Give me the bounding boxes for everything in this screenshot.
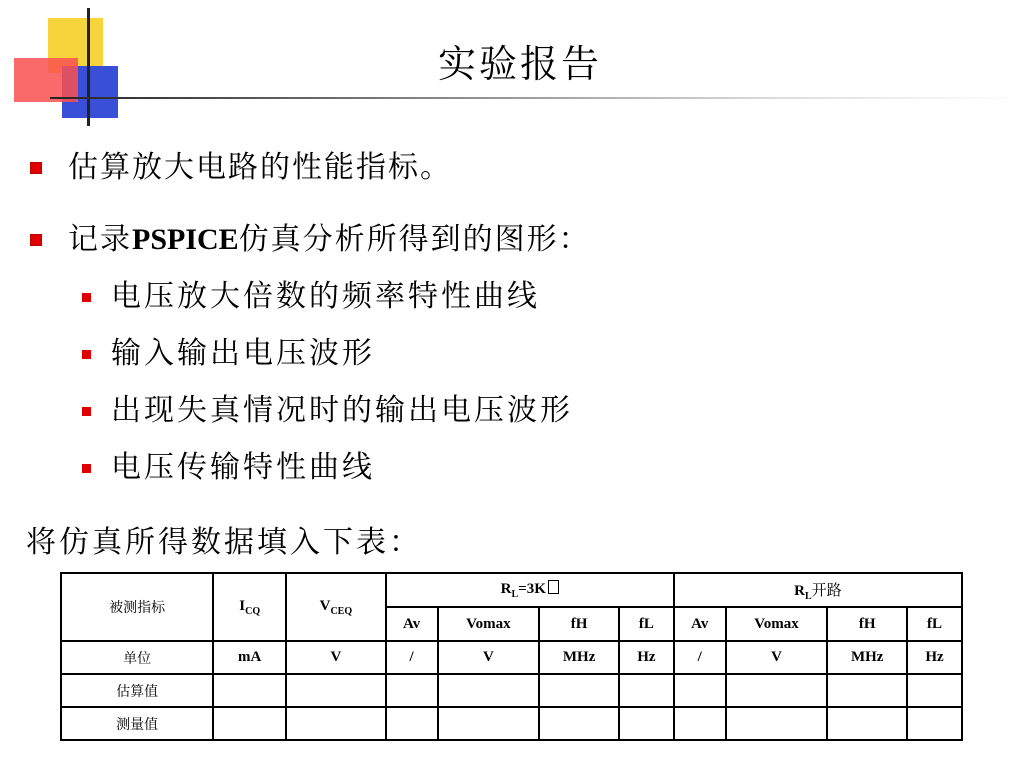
table-cell: mA xyxy=(213,641,286,674)
table-cell: MHz xyxy=(539,641,619,674)
bullet-text-pspice: PSPICE xyxy=(132,223,239,256)
sub-bullet-text: 电压传输特性曲线 xyxy=(111,450,375,485)
bullet-square-icon xyxy=(30,234,42,246)
header-rl-3k: $R_L=3K$ xyxy=(386,573,674,607)
bullet-square-icon xyxy=(82,350,91,359)
table-cell-empty[interactable] xyxy=(286,674,386,707)
sub-bullet-item xyxy=(82,391,573,431)
table-cell-empty[interactable] xyxy=(438,707,540,740)
logo-vertical-line xyxy=(87,8,90,126)
table-cell: V xyxy=(286,641,386,674)
data-table xyxy=(60,572,963,741)
subheader-cell: fH xyxy=(827,607,907,641)
slide-title: 实验报告 xyxy=(437,42,602,86)
table-cell: Hz xyxy=(619,641,674,674)
header-icq: $I_{CQ}$ xyxy=(213,573,286,641)
header-rule xyxy=(50,97,1024,99)
table-cell-empty[interactable] xyxy=(726,707,828,740)
table-cell: / xyxy=(674,641,726,674)
row-label: 单位 xyxy=(61,641,213,674)
slide-logo xyxy=(0,0,150,130)
table-row xyxy=(61,641,962,674)
table-cell: MHz xyxy=(827,641,907,674)
table-cell-empty[interactable] xyxy=(213,707,286,740)
header-vceq: $V_{CEQ}$ xyxy=(286,573,386,641)
table-header-row xyxy=(61,573,962,607)
table-cell: V xyxy=(438,641,540,674)
bullet-square-icon xyxy=(82,464,91,473)
table-cell-empty[interactable] xyxy=(619,707,674,740)
row-label: 估算值 xyxy=(61,674,213,707)
bullet-text: 估算放大电路的性能指标。 xyxy=(68,150,452,185)
table-cell-empty[interactable] xyxy=(827,707,907,740)
table-cell-empty[interactable] xyxy=(438,674,540,707)
table-row xyxy=(61,707,962,740)
bullet-square-icon xyxy=(30,162,42,174)
bullet-square-icon xyxy=(82,293,91,302)
table-cell-empty[interactable] xyxy=(386,707,438,740)
table-cell-empty[interactable] xyxy=(674,707,726,740)
table-cell: Hz xyxy=(907,641,962,674)
table-cell: / xyxy=(386,641,438,674)
subheader-cell: Vomax xyxy=(726,607,828,641)
table-cell-empty[interactable] xyxy=(827,674,907,707)
table-cell-empty[interactable] xyxy=(674,674,726,707)
table-cell-empty[interactable] xyxy=(619,674,674,707)
logo-red-square xyxy=(14,58,78,102)
header-metric: 被测指标 xyxy=(61,573,213,641)
bullet-estimate xyxy=(30,148,452,188)
table-cell-empty[interactable] xyxy=(286,707,386,740)
bullet-square-icon xyxy=(82,407,91,416)
sub-bullet-item xyxy=(82,334,375,374)
subheader-cell: fL xyxy=(907,607,962,641)
table-cell-empty[interactable] xyxy=(539,674,619,707)
omega-placeholder-icon xyxy=(548,580,559,594)
subheader-cell: Av xyxy=(674,607,726,641)
subheader-cell: Av xyxy=(386,607,438,641)
table-cell-empty[interactable] xyxy=(539,707,619,740)
bullet-text-prefix: 记录 xyxy=(68,222,132,257)
table-cell-empty[interactable] xyxy=(907,707,962,740)
sub-bullet-text: 输入输出电压波形 xyxy=(111,336,375,371)
sub-bullet-text: 出现失真情况时的输出电压波形 xyxy=(111,393,573,428)
subheader-cell: fL xyxy=(619,607,674,641)
bullet-text-suffix: 仿真分析所得到的图形： xyxy=(238,222,591,257)
table-cell-empty[interactable] xyxy=(907,674,962,707)
sub-bullet-text: 电压放大倍数的频率特性曲线 xyxy=(111,279,540,314)
subheader-cell: fH xyxy=(539,607,619,641)
table-cell-empty[interactable] xyxy=(213,674,286,707)
bullet-record xyxy=(30,220,591,260)
table-cell-empty[interactable] xyxy=(386,674,438,707)
table-heading: 将仿真所得数据填入下表： xyxy=(26,525,422,560)
subheader-cell: Vomax xyxy=(438,607,540,641)
row-label: 测量值 xyxy=(61,707,213,740)
sub-bullet-item xyxy=(82,277,540,317)
table-cell-empty[interactable] xyxy=(726,674,828,707)
table-cell: V xyxy=(726,641,828,674)
sub-bullet-item xyxy=(82,448,375,488)
header-rl-open: $R_L$开路 xyxy=(674,573,962,607)
table-row xyxy=(61,674,962,707)
